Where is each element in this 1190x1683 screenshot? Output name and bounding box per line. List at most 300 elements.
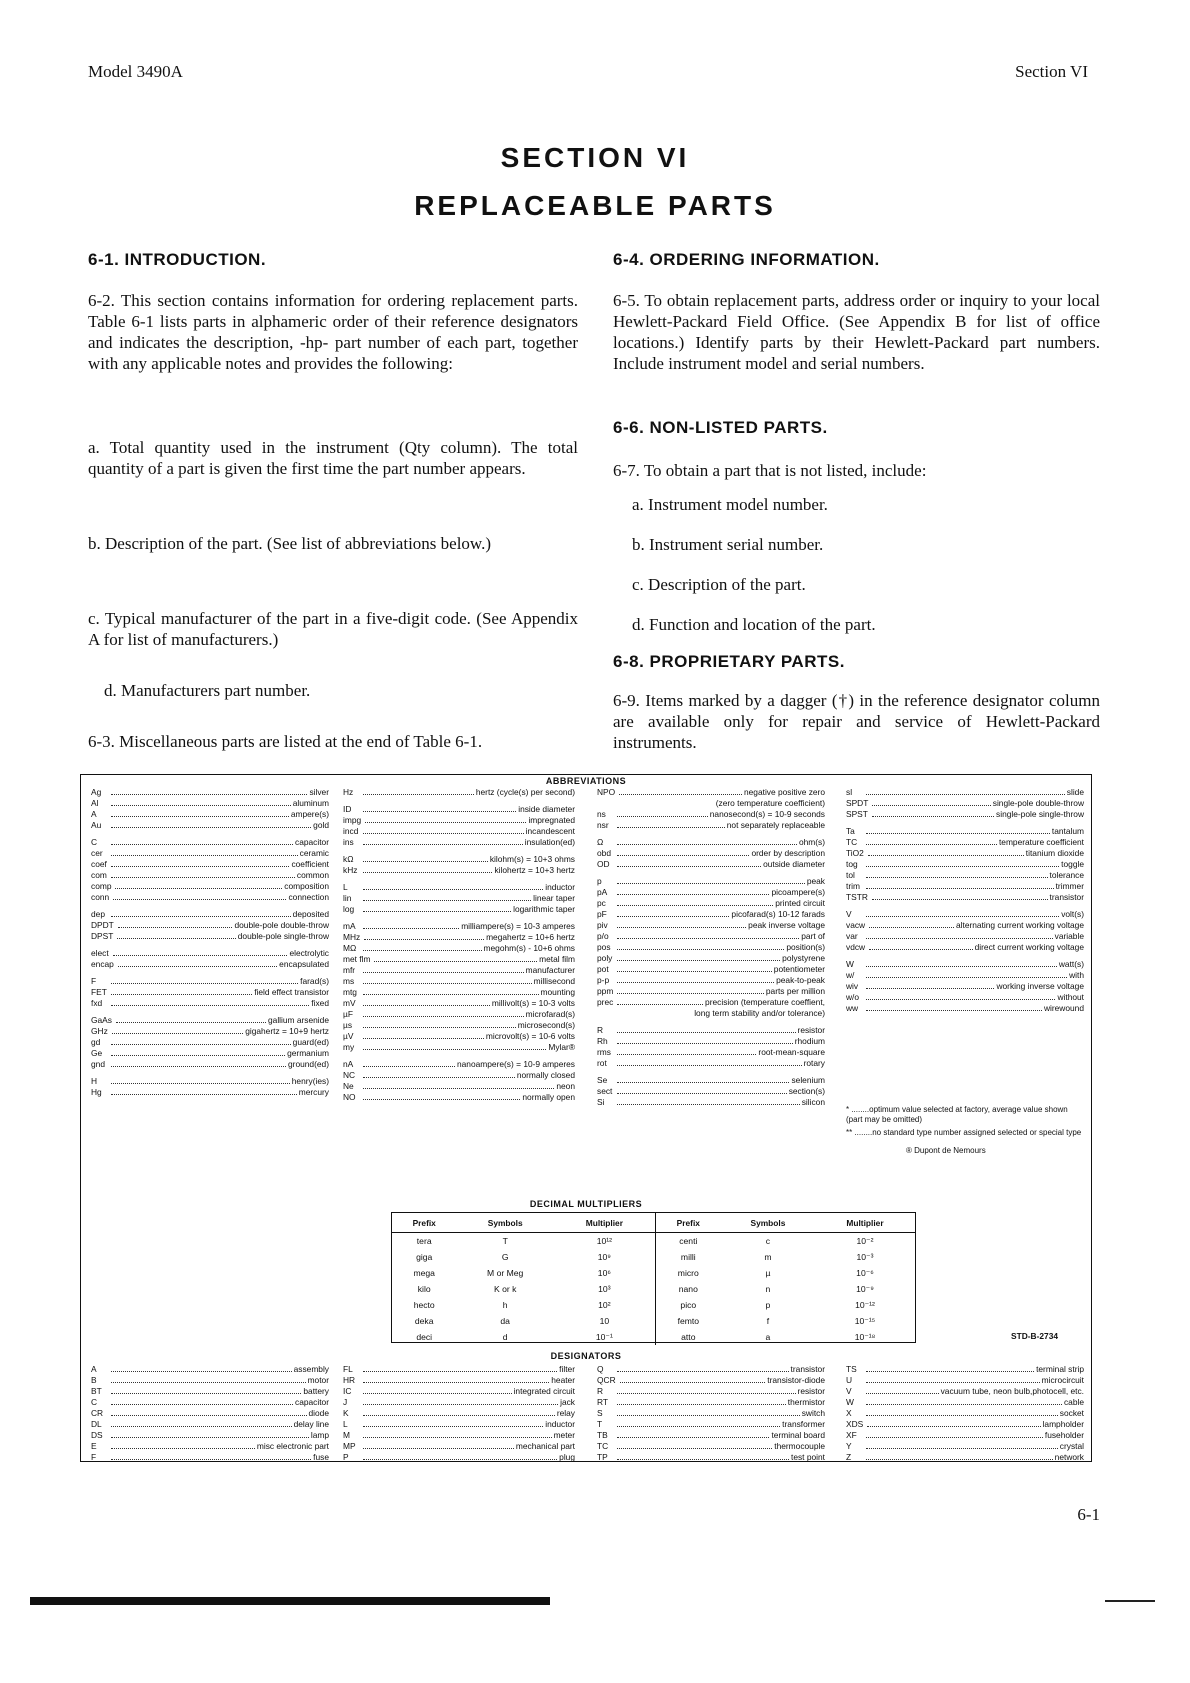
abbrev-code: my [343, 1042, 355, 1052]
mult-row [392, 1297, 915, 1313]
mult-cell: deci [416, 1332, 433, 1342]
abbrev-code: MHz [343, 932, 361, 942]
abbrev-code: F [91, 976, 97, 986]
mult-cell: micro [655, 1265, 721, 1281]
leader-dots [617, 1037, 793, 1044]
abbrev-meaning: inside diameter [518, 804, 575, 814]
abbrev-code: J [343, 1397, 348, 1407]
multipliers-caption: DECIMAL MULTIPLIERS [529, 1199, 643, 1209]
abbrev-notes [846, 1105, 1084, 1156]
leader-dots [111, 1376, 306, 1383]
leader-dots [866, 1453, 1053, 1460]
leader-dots [620, 1376, 766, 1383]
leader-dots [872, 799, 990, 806]
page-number: 6-1 [1077, 1505, 1100, 1524]
abbrev-entry [91, 1419, 329, 1430]
leader-dots [617, 1010, 692, 1016]
leader-dots [111, 988, 252, 995]
abbrev-entry [597, 1441, 825, 1452]
abbrev-code: µs [343, 1020, 353, 1030]
leader-dots [111, 799, 291, 806]
leader-dots [111, 1038, 291, 1045]
abbrev-code: TS [846, 1364, 857, 1374]
abbrev-code: Q [597, 1364, 604, 1374]
leader-dots [363, 922, 459, 929]
mult-cell: 10¹² [596, 1236, 612, 1246]
abbrev-meaning: outside diameter [763, 859, 825, 869]
abbrev-code: CR [91, 1408, 104, 1418]
leader-dots [866, 827, 1050, 834]
mult-cell: 10⁶ [597, 1268, 611, 1278]
abbrev-meaning: trimmer [1055, 881, 1084, 891]
abbrev-entry [343, 1397, 575, 1408]
abbrev-meaning: double-pole single-throw [237, 931, 329, 941]
abbrev-code: p/o [597, 931, 609, 941]
abbrev-entry [846, 809, 1084, 820]
abbrev-code: Ge [91, 1048, 103, 1058]
leader-dots [617, 921, 746, 928]
abbrev-entry [846, 1375, 1084, 1386]
intro-paragraph-misc: 6-3. Miscellaneous parts are listed at the end of Table 6-1. [88, 732, 483, 751]
leader-dots [363, 944, 482, 951]
mult-header: Prefix [655, 1213, 721, 1233]
abbrev-entry [343, 787, 575, 798]
leader-dots [617, 1387, 796, 1394]
abbrev-meaning: terminal board [771, 1430, 825, 1440]
leader-dots [617, 998, 703, 1005]
abbrev-code: ppm [597, 986, 614, 996]
abbrev-entry [597, 1047, 825, 1058]
abbrev-entry [597, 798, 825, 809]
leader-dots [111, 1060, 286, 1067]
abbrev-entry [597, 909, 825, 920]
mult-header: Multiplier [815, 1213, 915, 1233]
note-nostandard: ** ........no standard type number assigned selected or special type [846, 1128, 1082, 1137]
abbrev-entry [343, 1059, 575, 1070]
abbrev-entry [597, 942, 825, 953]
mult-cell: m [764, 1252, 772, 1262]
designators-caption: DESIGNATORS [550, 1351, 622, 1361]
abbrev-entry [343, 976, 575, 987]
abbrev-code: A [91, 809, 97, 819]
abbrev-entry [846, 881, 1084, 892]
mult-cell: 10⁻¹⁸ [854, 1331, 876, 1342]
abbrev-meaning: transistor [790, 1364, 825, 1374]
abbrev-entry [343, 815, 575, 826]
abbrev-meaning: test point [791, 1452, 825, 1462]
abbrev-code: M [343, 1430, 350, 1440]
leader-dots [866, 1376, 1040, 1383]
abbrev-code: DS [91, 1430, 103, 1440]
abbrev-meaning: microfarad(s) [525, 1009, 575, 1019]
abbrev-code: W [846, 1397, 854, 1407]
abbrev-code: DPST [91, 931, 114, 941]
abbrev-entry [846, 992, 1084, 1003]
abbrev-code: S [597, 1408, 603, 1418]
abbrev-code: kHz [343, 865, 358, 875]
abbrev-entry [597, 820, 825, 831]
mult-cell: d [502, 1332, 508, 1342]
leader-dots [111, 1453, 311, 1460]
abbrev-code: w/ [846, 970, 855, 980]
leader-dots [872, 893, 1048, 900]
leader-dots [363, 1398, 558, 1405]
abbrev-entry [597, 975, 825, 986]
abbrev-entry [597, 1397, 825, 1408]
mult-cell: kilo [417, 1284, 431, 1294]
abbrev-code: K [343, 1408, 349, 1418]
abbrev-meaning: with [1069, 970, 1084, 980]
abbrev-code: F [91, 1452, 97, 1462]
abbrev-entry [91, 1026, 329, 1037]
abbrev-meaning: mercury [298, 1087, 329, 1097]
leader-dots [113, 893, 286, 900]
abbrev-code: RT [597, 1397, 609, 1407]
leader-dots [866, 871, 1048, 878]
abbrev-entry [91, 1430, 329, 1441]
abbrev-meaning: parts per million [765, 986, 825, 996]
leader-dots [363, 1376, 549, 1383]
leader-dots [866, 1431, 1043, 1438]
abbrev-entry [597, 859, 825, 870]
leader-dots [363, 977, 532, 984]
leader-dots [617, 965, 772, 972]
abbrev-meaning: normally closed [516, 1070, 575, 1080]
page-subtitle: REPLACEABLE PARTS [414, 190, 776, 221]
abbrev-meaning: capacitor [295, 837, 329, 847]
leader-dots [111, 1049, 285, 1056]
abbrev-meaning: coefficient [291, 859, 329, 869]
abbrev-meaning: resistor [797, 1025, 825, 1035]
abbrev-entry [846, 787, 1084, 798]
leader-dots [363, 883, 543, 890]
mult-cell: f [766, 1316, 770, 1326]
abbrev-meaning: terminal strip [1036, 1364, 1084, 1374]
nonlisted-item: d. Function and location of the part. [632, 615, 876, 634]
leader-dots [617, 954, 780, 961]
abbrev-code: log [343, 904, 355, 914]
abbrev-meaning: fuse [313, 1452, 329, 1462]
abbrev-meaning: manufacturer [525, 965, 575, 975]
abbrev-code: QCR [597, 1375, 616, 1385]
abbrev-entry [343, 932, 575, 943]
abbrev-code: X [846, 1408, 852, 1418]
abbrev-meaning: peak-to-peak [776, 975, 825, 985]
leader-dots [617, 976, 774, 983]
abbrev-entry [846, 1430, 1084, 1441]
abbrev-entry [91, 859, 329, 870]
abbrev-code: ins [343, 837, 354, 847]
mult-cell: giga [416, 1252, 433, 1262]
leader-dots [363, 999, 490, 1006]
abbrev-code: L [343, 882, 348, 892]
leader-dots [867, 1420, 1040, 1427]
mult-cell: pico [655, 1297, 721, 1313]
mult-cell: 10 [599, 1316, 610, 1326]
leader-dots [363, 838, 523, 845]
abbrev-entry [597, 1008, 825, 1019]
mult-cell: milli [655, 1249, 721, 1265]
abbrev-meaning: long term stability and/or tolerance) [694, 1008, 825, 1018]
abbrev-meaning: hertz (cycle(s) per second) [475, 787, 575, 797]
abbrev-meaning: deposited [292, 909, 329, 919]
abbrev-entry [91, 1015, 329, 1026]
abbrev-entry [846, 826, 1084, 837]
abbrev-code: NO [343, 1092, 356, 1102]
abbrev-code: mV [343, 998, 356, 1008]
abbrev-meaning: peak inverse voltage [748, 920, 825, 930]
abbrev-meaning: assembly [293, 1364, 329, 1374]
abbrev-code: com [91, 870, 107, 880]
leader-dots [617, 1420, 780, 1427]
mult-cell: T [502, 1236, 508, 1246]
leader-dots [866, 788, 1065, 795]
abbrev-entry [597, 931, 825, 942]
designator-column-4 [846, 1364, 1084, 1463]
abbrev-meaning: integrated circuit [513, 1386, 575, 1396]
abbrev-code: NC [343, 1070, 356, 1080]
abbrev-entry [846, 798, 1084, 809]
abbrev-meaning: inductor [545, 882, 575, 892]
abbrev-entry [597, 953, 825, 964]
leader-dots [111, 1442, 255, 1449]
leader-dots [869, 943, 973, 950]
mult-cell: da [500, 1316, 510, 1326]
leader-dots [363, 1365, 557, 1372]
abbrev-code: TB [597, 1430, 608, 1440]
abbrev-meaning: milliampere(s) = 10-3 amperes [461, 921, 575, 931]
abbrev-entry [91, 1364, 329, 1375]
abbrev-entry [597, 1408, 825, 1419]
abbrev-entry [846, 1386, 1084, 1397]
abbrev-meaning: single-pole double-throw [992, 798, 1084, 808]
leader-dots [617, 932, 799, 939]
abbrev-code: GHz [91, 1026, 108, 1036]
abbrev-code: L [343, 1419, 348, 1429]
model-label: Model 3490A [88, 62, 183, 81]
ordering-heading: 6-4. ORDERING INFORMATION. [613, 250, 880, 269]
leader-dots [118, 960, 277, 967]
abbrev-entry [846, 1452, 1084, 1463]
abbrev-code: P [343, 1452, 349, 1462]
abbrev-meaning: lamp [310, 1430, 329, 1440]
leader-dots [617, 910, 729, 917]
abbrev-meaning: ohm(s) [798, 837, 825, 847]
abbrev-entry [846, 1364, 1084, 1375]
abbrev-code: tog [846, 859, 858, 869]
abbrev-meaning: resistor [797, 1386, 825, 1396]
abbrev-meaning: Mylar® [548, 1042, 575, 1052]
abbrev-code: met flm [343, 954, 371, 964]
leader-dots [872, 810, 994, 817]
leader-dots [866, 1398, 1062, 1405]
leader-dots [363, 1387, 512, 1394]
leader-dots [118, 921, 233, 928]
abbrev-meaning: farad(s) [300, 976, 329, 986]
abbrev-meaning: millisecond [533, 976, 575, 986]
abbrev-meaning: gigahertz = 10+9 hertz [245, 1026, 329, 1036]
abbrev-code: pos [597, 942, 611, 952]
leader-dots [111, 1398, 293, 1405]
mult-cell: G [501, 1252, 509, 1262]
mult-cell: deka [414, 1316, 434, 1326]
abbrev-column-3 [597, 787, 825, 1108]
mult-row [392, 1265, 915, 1281]
abbrev-entry [91, 870, 329, 881]
designator-column-2 [343, 1364, 575, 1463]
abbrev-entry [343, 1009, 575, 1020]
leader-dots [363, 1431, 552, 1438]
abbrev-meaning: tolerance [1049, 870, 1084, 880]
abbrev-meaning: wirewound [1043, 1003, 1084, 1013]
abbrev-entry [343, 921, 575, 932]
abbrev-code: TiO2 [846, 848, 864, 858]
abbrev-entry [91, 837, 329, 848]
abbrev-meaning: socket [1059, 1408, 1084, 1418]
abbrev-entry [91, 1076, 329, 1087]
mult-header: Symbols [721, 1213, 815, 1233]
abbrev-code: TP [597, 1452, 608, 1462]
note-dupont: ® Dupont de Nemours [906, 1146, 986, 1155]
mult-header: Multiplier [554, 1213, 655, 1233]
leader-dots [866, 1409, 1058, 1416]
abbrev-meaning: network [1054, 1452, 1084, 1462]
abbrev-code: poly [597, 953, 613, 963]
nonlisted-paragraph: 6-7. To obtain a part that is not listed, include: [613, 461, 927, 480]
mult-row [392, 1249, 915, 1265]
leader-dots [363, 1453, 557, 1460]
abbrev-entry [91, 1452, 329, 1463]
abbrev-entry [597, 1386, 825, 1397]
abbrev-code: trim [846, 881, 860, 891]
leader-dots [374, 955, 537, 962]
abbrev-entry [91, 892, 329, 903]
abbrev-code: C [91, 837, 98, 847]
abbrev-code: nsr [597, 820, 609, 830]
section-label: Section VI [1015, 62, 1088, 81]
leader-dots [363, 1071, 515, 1078]
mult-cell: a [765, 1332, 771, 1342]
leader-dots [365, 816, 526, 823]
abbrev-entry [597, 876, 825, 887]
abbrev-meaning: kilohm(s) = 10+3 ohms [489, 854, 575, 864]
abbrev-meaning: misc electronic part [256, 1441, 329, 1451]
abbrev-meaning: composition [284, 881, 329, 891]
abbrev-code: DL [91, 1419, 102, 1429]
abbrev-entry [597, 1086, 825, 1097]
abbrev-code: V [846, 1386, 852, 1396]
nonlisted-item: a. Instrument model number. [632, 495, 828, 514]
abbrev-meaning: slide [1066, 787, 1084, 797]
abbrev-entry [846, 970, 1084, 981]
intro-heading: 6-1. INTRODUCTION. [88, 250, 267, 269]
mult-cell: n [765, 1284, 771, 1294]
abbrev-entry [597, 1364, 825, 1375]
abbrev-entry [91, 1059, 329, 1070]
abbrev-code: R [597, 1025, 604, 1035]
mult-cell: nano [655, 1281, 721, 1297]
abbrev-entry [597, 837, 825, 848]
abbrev-code: XDS [846, 1419, 864, 1429]
abbrev-code: ww [846, 1003, 859, 1013]
leader-dots [617, 821, 725, 828]
abbrev-entry [846, 920, 1084, 931]
abbrev-entry [343, 893, 575, 904]
abbrev-code: rot [597, 1058, 607, 1068]
nonlisted-list [632, 494, 1092, 654]
leader-dots [617, 1087, 787, 1094]
note-optimum: * ........optimum value selected at factory, average value shown (part may be omitted) [846, 1105, 1068, 1124]
abbrev-entry [91, 976, 329, 987]
leader-dots [866, 1004, 1042, 1011]
leader-dots [111, 1387, 301, 1394]
abbrev-entry [597, 1097, 825, 1108]
leader-dots [111, 1409, 307, 1416]
leader-dots [363, 866, 492, 873]
abbrev-code: Z [846, 1452, 852, 1462]
abbrev-meaning: alternating current working voltage [955, 920, 1084, 930]
abbrev-code: var [846, 931, 858, 941]
abbrev-entry [343, 1419, 575, 1430]
abbrev-meaning: printed circuit [775, 898, 825, 908]
abbrev-entry [91, 1397, 329, 1408]
abbrev-meaning: polystyrene [782, 953, 825, 963]
abbrev-entry [343, 965, 575, 976]
abbrev-code: prec [597, 997, 614, 1007]
abbrev-code: Ω [597, 837, 604, 847]
leader-dots [617, 1442, 772, 1449]
abbrev-entry [846, 1003, 1084, 1014]
abbrev-code: mA [343, 921, 356, 931]
abbrev-meaning: capacitor [295, 1397, 329, 1407]
abbrev-meaning: watt(s) [1058, 959, 1084, 969]
leader-dots [111, 1431, 309, 1438]
mult-cell: atto [655, 1329, 721, 1345]
abbrev-meaning: transistor [1049, 892, 1084, 902]
abbrev-column-2 [343, 787, 575, 1103]
mult-cell: 10⁹ [597, 1252, 611, 1262]
abbrev-code: Ne [343, 1081, 354, 1091]
abbrev-code: T [597, 1419, 603, 1429]
abbrev-code: kΩ [343, 854, 354, 864]
abbrev-meaning: fixed [311, 998, 329, 1008]
abbrev-meaning: germanium [287, 1048, 329, 1058]
abbrev-meaning: battery [303, 1386, 329, 1396]
abbrev-code: FET [91, 987, 107, 997]
abbrev-entry [343, 1070, 575, 1081]
leader-dots [866, 1387, 939, 1394]
abbrev-code: impg [343, 815, 362, 825]
abbrev-meaning: lampholder [1042, 1419, 1084, 1429]
abbrev-meaning: filter [559, 1364, 575, 1374]
abbrev-meaning: crystal [1059, 1441, 1084, 1451]
abbrev-code: SPDT [846, 798, 869, 808]
mult-row [392, 1313, 915, 1329]
abbrev-meaning: mechanical part [515, 1441, 575, 1451]
leader-dots [617, 877, 805, 884]
leader-dots [617, 1098, 800, 1105]
leader-dots [111, 788, 307, 795]
abbrev-entry [597, 1025, 825, 1036]
mult-cell: 10⁻⁶ [856, 1267, 874, 1278]
abbrev-meaning: rhodium [794, 1036, 825, 1046]
abbrev-code: H [91, 1076, 98, 1086]
abbrev-entry [597, 997, 825, 1008]
leader-dots [363, 1060, 455, 1067]
mult-cell: M or Meg [487, 1268, 524, 1278]
abbrev-code: Hg [91, 1087, 102, 1097]
abbrev-code: vdcw [846, 942, 866, 952]
